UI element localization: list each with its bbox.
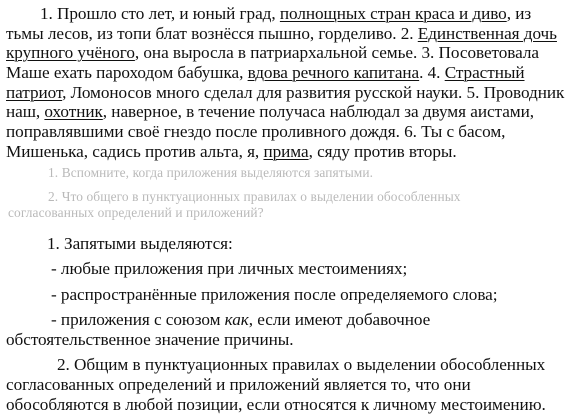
underlined-apposition: Единственная дочь xyxy=(417,24,557,43)
exercise-line xyxy=(6,101,534,122)
underlined-apposition: вдова речного капитана xyxy=(247,63,420,82)
answer-1-item-3-continuation: обстоятельственное значение причины. xyxy=(6,330,294,349)
question-1: 1. Вспомните, когда приложения выделяются запятыми. xyxy=(48,165,374,180)
answer-2-line-1: 2. Общим в пунктуационных правилах о выделении обособленных xyxy=(57,355,546,374)
answer-1-item-3-italic: как xyxy=(224,310,249,329)
answer-1-item-3 xyxy=(51,309,430,330)
exercise-line xyxy=(6,23,557,44)
exercise-text-segment: . 4. xyxy=(419,63,445,82)
exercise-text-segment: Маше ехать пароходом бабушка, xyxy=(6,63,248,82)
underlined-apposition: Страстный xyxy=(444,63,525,82)
underlined-apposition: полнощных стран краса и диво xyxy=(279,4,507,23)
exercise-line xyxy=(6,42,539,63)
exercise-text-segment: наш, xyxy=(6,102,45,121)
exercise-text-segment: , Ломоносов много сделал для развития русской науки. 5. Проводник xyxy=(62,83,565,102)
answer-2-line-3: обособляются в любой позиции, если относятся к личному местоимению. xyxy=(6,395,546,414)
exercise-text-segment: , из xyxy=(506,4,532,23)
exercise-text-segment: поправлявшими своё гнездо после проливного дождя. 6. Ты с басом, xyxy=(6,122,506,141)
answer-1-item-2: - распространённые приложения после определяемого слова; xyxy=(51,285,498,304)
exercise-text-segment: Мишенька, садись против альта, я, xyxy=(6,142,264,161)
underlined-apposition: патриот xyxy=(6,83,63,102)
underlined-apposition: прима xyxy=(263,142,309,161)
question-2-line-1: 2. Что общего в пунктуационных правилах о выделении обособленных xyxy=(48,189,461,204)
answer-2-line-2: согласованных определений и приложений является то, что они xyxy=(6,375,471,394)
exercise-text-segment: , сяду против вторы. xyxy=(308,142,457,161)
exercise-text-segment: 1. Прошло сто лет, и юный град, xyxy=(6,4,280,23)
answer-1-item-3-before: - приложения с союзом xyxy=(51,310,225,329)
exercise-text-segment: , она выросла в патриархальной семье. 3. Посоветовала xyxy=(134,43,539,62)
exercise-line xyxy=(6,3,531,24)
underlined-apposition: крупного учёного xyxy=(6,43,135,62)
answer-1-item-3-after: , если имеют добавочное xyxy=(248,310,431,329)
exercise-line xyxy=(6,141,457,162)
exercise-line xyxy=(6,121,505,142)
exercise-text-segment: , наверное, в течение получаса наблюдал за двумя аистами, xyxy=(102,102,535,121)
answer-1-item-1: - любые приложения при личных местоимениях; xyxy=(51,259,408,278)
exercise-text-segment: тьмы лесов, из топи блат вознёсся пышно, горделиво. 2. xyxy=(6,24,418,43)
exercise-line xyxy=(6,62,525,83)
exercise-line xyxy=(6,82,564,103)
underlined-apposition: охотник xyxy=(44,102,103,121)
question-2-line-2: согласованных определений и приложений? xyxy=(8,205,264,220)
answer-1-heading: 1. Запятыми выделяются: xyxy=(47,234,233,253)
